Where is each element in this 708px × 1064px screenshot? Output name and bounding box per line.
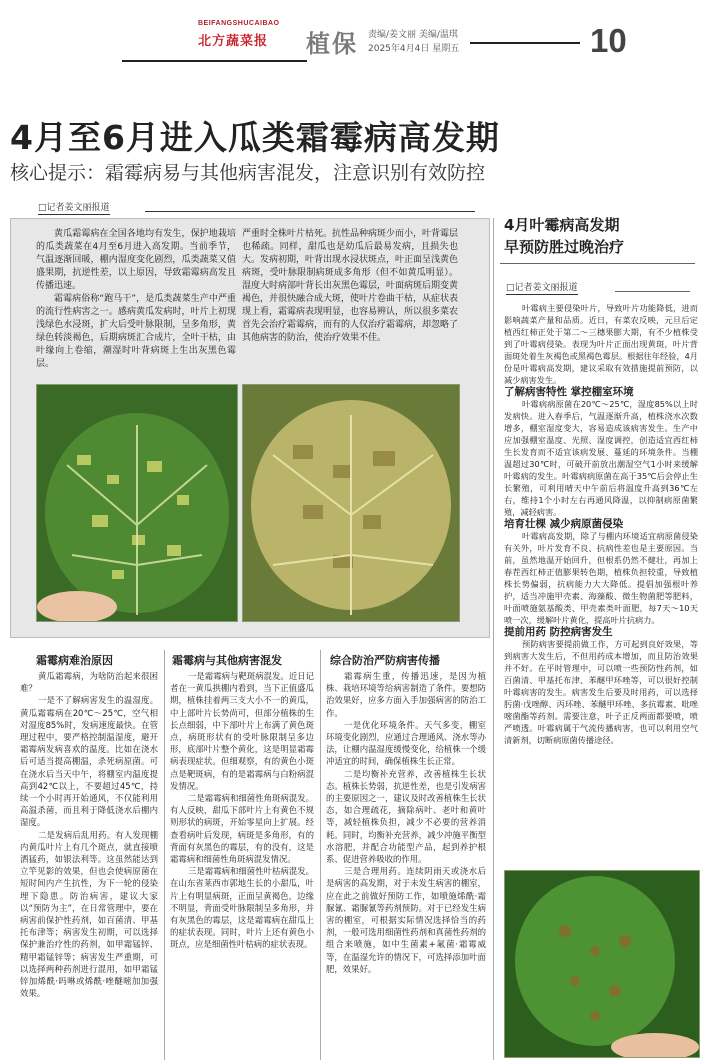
tomato-leaf-photo — [504, 870, 700, 1058]
sidebar-subheading: 培育壮棵 减少病原菌侵染 — [504, 518, 624, 530]
paragraph: 二是发病后乱用药。有人发现棚内黄瓜叶片上有几个斑点，就直接喷洒猛药，如银法利等。这虽然能达到立竿见影的效果，但也会使病原菌在短时间内产生抗性，为下一轮的侵染埋下隐患。防治病害，建议大家以“预防为主”，在日常管理中，要在病害前保护性药剂，如百菌清、甲基托布津等；病害发生初期，可以选择保护兼治疗性的药剂，如甲霜锰锌、精甲霜锰锌等；病害发生严重期，可以选择两种药剂进行混用，如甲霜锰锌加烯酰·吗啉或烯酰·唑醚嘧加加强效果。 — [20, 829, 158, 999]
sidebar-title-rule — [500, 263, 695, 264]
sidebar-byline: □记者姜文丽报道 — [506, 280, 578, 295]
sidebar-paragraph: 叶霉病高发期，除了与棚内环境适宜病原菌侵染有关外，叶片发育不良、抗病性差也是主要原因。当前，虽然地温开始回升，但根系仍然不健壮，再加上春茬西红柿正值膨果转色期，植株负担较重，导致植株长势偏弱，抗病能力大大降低。提倡加强根叶养护，适当冲施甲壳素、海藻酸、微生物菌肥等肥料，叶面喷施氨基酸类、甲壳素类叶面肥，每7天～10天喷一次，缓解叶片黄化，提高叶片抗病力。 — [504, 531, 698, 625]
masthead-english-name: BEIFANGSHUCAIBAO — [198, 20, 280, 27]
sidebar-divider — [493, 218, 494, 1060]
byline-rule — [145, 211, 475, 212]
sidebar-paragraph: 叶霉病病原菌在20℃～25℃，湿度85%以上时发病快。进入春季后，气温逐渐升高，植株浇水次数增多，棚室湿度变大，容易造成该病害发生。生产中应加强棚室温度、光照、湿度调控，创造适宜西红柿生长发育而不适宜该病发展、蔓延的环境条件。当棚温超过30℃时，可破开前放出潮湿空气1小时来缓解叶霉病的发生。叶霉病病原菌在高于35℃后会停止生长繁殖，可利用晴天中午前后将温度升高到36℃左右，维持1个小时左右再通风降温，以抑制病原菌繁殖，减轻病害。 — [504, 399, 698, 517]
paragraph: 黄瓜霜霉病，为啥防治起来很困难？ — [20, 671, 158, 694]
paragraph: 二是霜霉病和细菌性角斑病混发。有人反映，甜瓜下部叶片上有黄色不规则形状的病斑，开始零星向上扩展。经查看病叶后发现，病斑是多角形，有的背面有灰黑色的霉层，有的没有，这是霜霉病和细菌性角斑病混发情况。 — [170, 793, 314, 865]
paragraph: 三是霜霉病和细菌性叶枯病混发。在山东省莱西市郭地生长的小甜瓜，叶片上有明显病斑，正面呈黄褐色，边缘不明显，背面受叶脉限制呈多角形，并有灰黑色的霉层，这是霜霉病在甜瓜上的症状表现。同时，叶片上还有黄色小斑点，应是细菌性叶枯病的症状表现。 — [170, 866, 314, 950]
sidebar-subheading: 了解病害特性 掌控棚室环境 — [504, 386, 634, 398]
sidebar-title-line-1: 4月叶霉病高发期 — [504, 216, 620, 234]
cucumber-leaf-photo-right — [242, 384, 460, 622]
leaf-mold-illustration — [505, 871, 699, 1057]
masthead-rule-right — [470, 42, 580, 44]
sidebar-byline-rule — [615, 291, 690, 292]
paragraph: 一是不了解病害发生的温湿度。黄瓜霜霉病在20℃～25℃，空气相对湿度85%时，发病速度最快。在管理过程中，要严格控制温湿度，避开霜霉病发病喜欢的温度。比如在浇水后可适当提高棚温，杀死病原菌。可在浇水后当天中午，将棚室内温度提高到42℃以上，不要超过45℃，持续一个小时再开始通风，不仅能利用高温杀菌，而且利于降低浇水后棚内湿度。 — [20, 695, 158, 828]
main-headline: 4月至6月进入瓜类霜霉病高发期 — [10, 118, 500, 157]
column-divider — [164, 650, 165, 1060]
sidebar-subheading: 提前用药 防控病害发生 — [504, 626, 613, 638]
paragraph: 严重时全株叶片枯死。抗性品种病斑少而小，叶背霉层也稀疏。同样，甜瓜也是幼瓜后最易发病，且损失也大。发病初期，叶背出现水浸状斑点，叶正面呈浅黄色病斑，受叶脉限制病斑成多角形（但不如黄瓜明显）。湿度大时病部叶背长出灰黑色霉层，叶面病斑后期变黄褐色，并很快融合成大斑，使叶片卷曲干枯，从症状表现上看，霜霉病表现明显，也容易辨认，所以很多菜农首先会治疗霜霉病，而有的人仅治疗霜霉病，却忽略了其他病害的防治，使治疗效果不佳。 — [242, 229, 459, 343]
paragraph: 霜霉病俗称“跑马干”，是瓜类蔬菜生产中严重的流行性病害之一。感病黄瓜发病时，叶片上初现浅绿色水浸斑，扩大后受叶脉限制，呈多角形，黄绿色转淡褐色，后期病斑汇合成片，全叶干枯，由叶缘向上卷缩，潮湿时叶背病斑上生出灰黑色霉层。 — [36, 294, 236, 369]
main-article-column-1 — [36, 228, 236, 371]
paragraph: 黄瓜霜霉病在全国各地均有发生，保护地栽培的瓜类蔬菜在4月至6月进入高发期。当前季节，气温逐渐回暖，棚内湿度变化剧烈，瓜类蔬菜又值盛果期，抗逆性差，以上原因，导致霜霉病高发且传播迅速。 — [36, 229, 236, 291]
sidebar-intro: 叶霉病主要侵染叶片，导致叶片功能降低，进而影响蔬菜产量和品质。近日，有菜农反映，元旦后定植西红柿正处于第二～三穗果膨大期，有不少植株受到了叶霉病侵染。表现为叶片正面出现黄斑，叶片背面斑处着生灰褐色或黑褐色霉层。根据往年经验，4月份是叶霉病高发期，建议采取有效措施提前预防，以减少病害发生。 — [504, 303, 698, 385]
main-byline: □记者姜文丽报道 — [38, 200, 110, 215]
paragraph: 一是霜霉病与靶斑病混发。近日记者在一黄瓜拱棚内看到，当下正值盛瓜期，植株挂着两三支大小不一的黄瓜，中上部叶片长势尚可，但部分植株的生长点细弱，中下部叶片上布满了黄色斑点，病斑形状有的受叶脉限制呈多边形，底部叶片整个黄化，这是明显霜霉病表现症状。但细观察，有的黄色小斑点是靶斑病，有的是霜霉病与白粉病混发情况。 — [170, 671, 314, 791]
bottom-column-1 — [20, 670, 158, 999]
masthead-rule-left — [122, 60, 307, 62]
issue-date: 2025年4月4日 星期五 — [368, 44, 460, 54]
paragraph: 三是合理用药。连续阴雨天或浇水后是病害的高发期，对于未发生病害的棚室，应在此之前做好预防工作，如喷施烯酰·霜脲氰、霜脲氰等药剂预防。对于已经发生病害的棚室，可根据实际情况选择恰当的药剂，一般可选用细菌性药剂和真菌性药剂的组合来喷施，如中生菌素+氟菌·霜霉威等，在温湿允许的情况下，可选择添加叶面肥，效果好。 — [326, 866, 486, 974]
bottom-column-3 — [326, 670, 486, 975]
paragraph: 二是均衡补充营养，改善植株生长状态。植株长势弱，抗逆性差，也是引发病害的主要原因之一，建议及时改善植株生长状态，如合理疏花，摘除病叶、老叶和黄叶等，减轻植株负担，减少不必要的营养消耗。同时，均衡补充营养，减少冲施平衡型水溶肥，并配合功能型产品，起到养护根系、促进营养吸收的作用。 — [326, 768, 486, 865]
paragraph: 一是优化环境条件。天气多变，棚室环境变化剧烈，应通过合理通风、浇水等办法，让棚内温湿度缓慢变化，给植株一个缓冲适宜的时间，确保植株生长正常。 — [326, 719, 486, 767]
diseased-leaf-illustration — [243, 385, 459, 621]
editors-credit: 责编/姜文丽 美编/温琪 — [368, 30, 458, 40]
column-divider — [320, 650, 321, 1060]
core-tip-subhead: 核心提示：霜霉病易与其他病害混发，注意识别有效防控 — [10, 162, 486, 184]
cucumber-leaf-photo-left — [36, 384, 238, 622]
section-heading-control: 综合防治严防病害传播 — [330, 654, 440, 667]
section-heading-difficulty: 霜霉病难治原因 — [36, 654, 113, 667]
section-heading-mixed-disease: 霜霉病与其他病害混发 — [172, 654, 282, 667]
page-number: 10 — [590, 22, 627, 59]
sidebar-body — [504, 302, 698, 746]
section-title: 植保 — [306, 30, 358, 58]
masthead-logo: 北方蔬菜报 — [198, 34, 269, 49]
sidebar-title-line-2: 早预防胜过晚治疗 — [504, 238, 625, 256]
paragraph: 霜霉病生重，传播迅速，是因为植株、栽培环境等给病害制造了条件。要想防治效果好，应多方面入手加强病害的防治工作。 — [326, 671, 486, 718]
bottom-column-2 — [170, 670, 314, 951]
main-article-column-2 — [242, 228, 458, 345]
leaf-photo-illustration — [37, 385, 237, 621]
sidebar-paragraph: 预防病害要提前做工作，方可起到良好效果，等到病害大发生后，不但用药成本增加，而且防治效果并不好。在平时管理中，可以喷一些预防性药剂，如百菌清、甲基托布津、苯醚甲环唑等，可以很好控制叶霉病害的发生。病害发生后要及时用药，可以选择肟菌·戊唑醇、丙环唑、苯醚甲环唑、多抗霉素、吡唑嘧菌酯等药剂。需要注意，叶子正反两面都要喷，喷严喷透。叶霉病属于气流传播病害，也可以利用空气清新剂，切断病原菌传播途径。 — [504, 639, 698, 745]
